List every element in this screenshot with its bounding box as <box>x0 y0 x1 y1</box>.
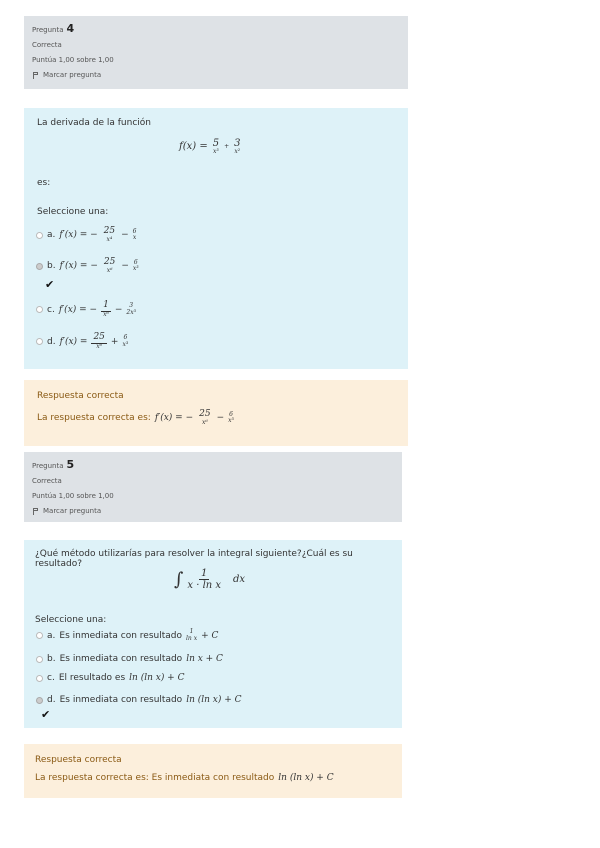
q4-option-a[interactable] <box>36 227 137 243</box>
q4-func-t1-den: x³ <box>212 148 219 155</box>
q5-integral <box>174 568 245 591</box>
q5-option-b-math: ln x + C <box>186 654 223 664</box>
q4-option-a-n1: 25 <box>103 226 116 236</box>
q4-option-c-d2: 2x³ <box>126 308 136 316</box>
q5-select-prompt: Seleccione una: <box>35 615 107 625</box>
q5-integral-den: x · ln x <box>187 580 222 591</box>
q5-option-a-math: + C <box>201 630 219 641</box>
q5-feedback-panel <box>24 744 402 798</box>
q5-option-d-math: ln (ln x) + C <box>186 695 242 705</box>
q5-option-c-text: El resultado es <box>58 673 126 683</box>
q4-option-b-d1: x⁶ <box>106 266 113 274</box>
q4-feedback-expr: f′(x) = − <box>154 413 194 424</box>
q4-option-c-radio[interactable] <box>36 306 43 313</box>
q4-option-b-expr: f′(x) = − <box>59 261 98 272</box>
flag-icon <box>32 508 39 515</box>
q4-option-d-n2: 6 <box>123 334 128 342</box>
q4-func-t2-den: x² <box>234 148 241 155</box>
q4-option-d-letter: d. <box>47 336 56 347</box>
q4-flag-question[interactable] <box>32 71 400 79</box>
q5-option-a[interactable] <box>36 629 218 642</box>
q4-status: Correcta <box>32 41 62 49</box>
q5-flag-label[interactable]: Marcar pregunta <box>43 507 102 515</box>
q5-correct-check-icon: ✔ <box>41 708 51 721</box>
q4-flag-label[interactable]: Marcar pregunta <box>43 71 102 79</box>
q5-question-label: Pregunta <box>32 462 64 470</box>
q5-feedback-answer <box>35 773 334 783</box>
q4-function <box>179 138 242 156</box>
q4-question-text: La derivada de la función <box>37 118 151 128</box>
q4-option-d-radio[interactable] <box>36 338 43 345</box>
q4-option-d-expr: f′(x) = <box>59 336 88 347</box>
q4-func-t2-num: 3 <box>234 138 241 149</box>
q4-option-a-expr: f′(x) = − <box>59 230 98 241</box>
q5-status: Correcta <box>32 477 62 485</box>
q4-option-b-n1: 25 <box>103 257 116 267</box>
q5-flag-question[interactable] <box>32 507 394 515</box>
q5-option-a-letter: a. <box>47 630 56 641</box>
q4-feedback-title: Respuesta correcta <box>37 391 124 401</box>
q4-score: Puntúa 1,00 sobre 1,00 <box>32 56 114 64</box>
flag-icon <box>32 72 39 79</box>
q4-question-number <box>32 22 400 35</box>
q4-feedback-n1: 25 <box>199 409 211 419</box>
q4-option-d-d2: x³ <box>122 340 129 348</box>
q5-option-a-text: Es inmediata con resultado <box>59 630 182 641</box>
q5-option-a-fd: ln x <box>186 634 198 642</box>
q4-option-d-d1: x⁶ <box>96 342 103 350</box>
q4-option-a-d2: x <box>132 234 137 242</box>
q5-score: Puntúa 1,00 sobre 1,00 <box>32 492 114 500</box>
q5-question-number <box>32 458 394 471</box>
q5-integral-sign: ∫ <box>174 569 184 590</box>
q4-option-b[interactable] <box>36 258 139 274</box>
q4-option-c-op: − <box>114 304 123 315</box>
q4-option-b-op: − <box>121 261 129 272</box>
q5-option-c[interactable] <box>36 673 184 683</box>
q4-option-d-n1: 25 <box>93 332 105 342</box>
q4-select-prompt: Seleccione una: <box>37 207 109 217</box>
q4-option-a-op: − <box>121 230 129 241</box>
q4-option-d[interactable] <box>36 333 128 350</box>
q5-option-b-letter: b. <box>47 654 56 664</box>
q5-feedback-text: La respuesta correcta es: Es inmediata con resultado <box>35 773 275 783</box>
q5-option-b-text: Es inmediata con resultado <box>59 654 183 664</box>
q5-option-a-radio[interactable] <box>36 632 43 639</box>
q4-option-a-n2: 6 <box>132 227 137 235</box>
q4-option-b-d2: x³ <box>132 265 139 273</box>
q5-option-c-radio[interactable] <box>36 675 43 682</box>
q4-option-c-n2: 3 <box>129 302 134 310</box>
q5-question-text: ¿Qué método utilizarías para resolver la integral siguiente?¿Cuál es su resultado? <box>35 549 353 569</box>
q5-integral-num: 1 <box>201 568 208 579</box>
q4-question-num: 4 <box>66 22 75 35</box>
q4-es-text: es: <box>37 178 51 188</box>
q4-option-a-letter: a. <box>47 230 56 241</box>
q5-option-d[interactable] <box>36 695 242 705</box>
q5-feedback-math: ln (ln x) + C <box>278 773 334 783</box>
q4-feedback-panel <box>24 380 408 446</box>
q4-option-c-d1: x⁶ <box>103 310 109 318</box>
q5-content-panel <box>24 540 402 728</box>
q4-feedback-text: La respuesta correcta es: <box>37 413 151 424</box>
q4-feedback-d2: x³ <box>228 417 234 425</box>
q4-feedback-answer <box>37 410 234 426</box>
q4-feedback-op: − <box>216 413 225 424</box>
q5-integral-dx: dx <box>233 574 246 585</box>
q5-option-d-radio[interactable] <box>36 697 43 704</box>
q4-func-lhs: f(x) = <box>179 141 208 153</box>
q4-info-panel <box>24 16 408 89</box>
q5-option-b[interactable] <box>36 654 223 664</box>
q4-content-panel <box>24 108 408 369</box>
q5-option-a-fn: 1 <box>189 628 194 635</box>
q5-option-d-letter: d. <box>47 695 56 705</box>
q4-option-a-radio[interactable] <box>36 232 43 239</box>
q5-option-c-letter: c. <box>47 673 55 683</box>
q5-info-panel <box>24 452 402 522</box>
q4-option-d-op: + <box>110 336 119 347</box>
q4-option-c-letter: c. <box>47 304 55 315</box>
q4-option-b-letter: b. <box>47 261 56 272</box>
q4-feedback-n2: 6 <box>229 410 233 418</box>
q5-option-d-text: Es inmediata con resultado <box>59 695 183 705</box>
q5-option-c-math: ln (ln x) + C <box>129 673 185 683</box>
q5-option-b-radio[interactable] <box>36 656 43 663</box>
q4-feedback-d1: x⁶ <box>201 418 208 426</box>
q4-func-t1-num: 5 <box>212 138 220 149</box>
q4-option-c-expr: f′(x) = − <box>58 304 98 315</box>
q4-correct-check-icon: ✔ <box>45 278 55 291</box>
q4-option-a-d1: x⁴ <box>106 235 113 243</box>
q4-option-b-radio[interactable] <box>36 263 43 270</box>
q5-question-num: 5 <box>66 458 75 471</box>
q4-option-c-n1: 1 <box>103 300 109 310</box>
q4-option-b-n2: 6 <box>133 258 138 266</box>
q4-func-plus: + <box>224 143 230 151</box>
q4-question-label: Pregunta <box>32 26 64 34</box>
q5-feedback-title: Respuesta correcta <box>35 755 122 765</box>
q4-option-c[interactable] <box>36 301 136 318</box>
